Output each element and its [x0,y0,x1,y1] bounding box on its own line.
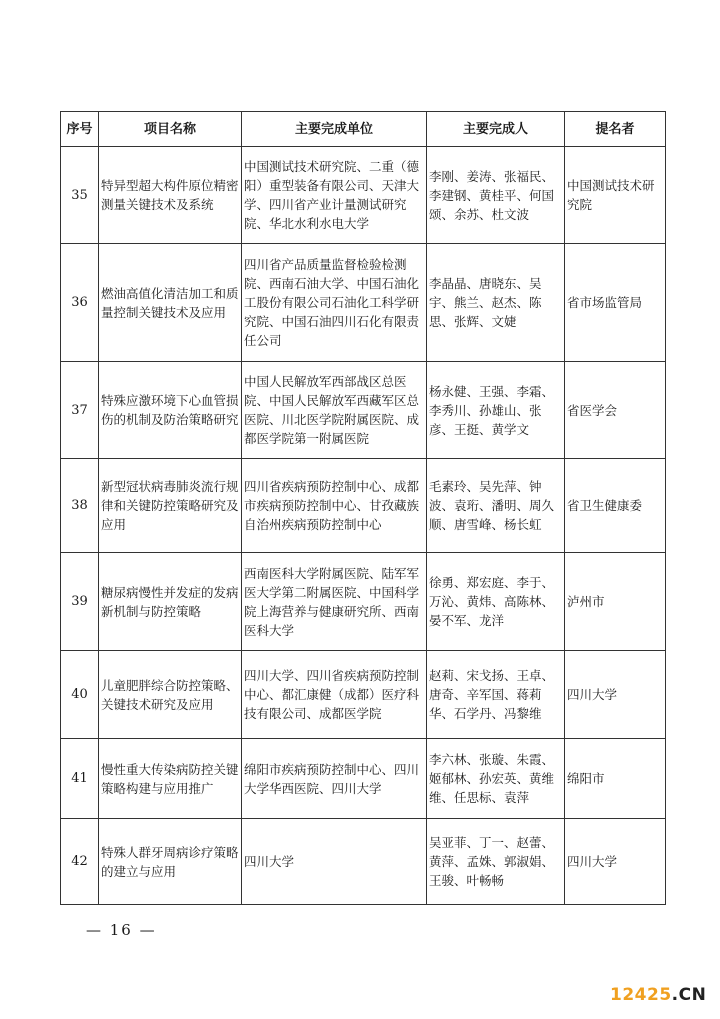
row-nominator: 省医学会 [565,362,666,459]
row-project-name: 糖尿病慢性并发症的发病新机制与防控策略 [99,553,242,651]
table-row [61,819,666,905]
row-units: 四川大学 [242,819,427,905]
row-num: 39 [61,553,99,651]
row-nominator: 中国测试技术研究院 [565,147,666,244]
row-project-name: 新型冠状病毒肺炎流行规律和关键防控策略研究及应用 [99,459,242,553]
row-project-name: 特殊应激环境下心血管损伤的机制及防治策略研究 [99,362,242,459]
row-project-name: 燃油高值化清洁加工和质量控制关键技术及应用 [99,244,242,362]
table-row [61,244,666,362]
header-units: 主要完成单位 [242,112,427,147]
row-project-name: 特殊人群牙周病诊疗策略的建立与应用 [99,819,242,905]
row-num: 38 [61,459,99,553]
header-people: 主要完成人 [427,112,565,147]
row-num: 36 [61,244,99,362]
row-units: 四川省疾病预防控制中心、成都市疾病预防控制中心、甘孜藏族自治州疾病预防控制中心 [242,459,427,553]
row-num: 35 [61,147,99,244]
watermark-tld: CN [678,985,707,1005]
row-people: 李六林、张璇、朱霞、姬郁林、孙宏英、黄维维、任思标、袁萍 [427,739,565,819]
table-row [61,739,666,819]
row-units: 中国测试技术研究院、二重（德阳）重型装备有限公司、天津大学、四川省产业计量测试研究院、华北水利水电大学 [242,147,427,244]
row-nominator: 四川大学 [565,651,666,739]
row-units: 四川省产品质量监督检验检测院、西南石油大学、中国石油化工股份有限公司石油化工科学研究院、中国石油四川石化有限责任公司 [242,244,427,362]
row-project-name: 特异型超大构件原位精密测量关键技术及系统 [99,147,242,244]
row-units: 绵阳市疾病预防控制中心、四川大学华西医院、四川大学 [242,739,427,819]
table-row [61,459,666,553]
row-units: 中国人民解放军西部战区总医院、中国人民解放军西藏军区总医院、川北医学院附属医院、成都医学院第一附属医院 [242,362,427,459]
header-num: 序号 [61,112,99,147]
row-people: 徐勇、郑宏庭、李于、万沁、黄炜、高陈林、晏不军、龙洋 [427,553,565,651]
row-units: 四川大学、四川省疾病预防控制中心、都汇康健（成都）医疗科技有限公司、成都医学院 [242,651,427,739]
table-row [61,147,666,244]
row-people: 杨永健、王强、李霜、李秀川、孙雄山、张彦、王挺、黄学文 [427,362,565,459]
row-num: 37 [61,362,99,459]
row-units: 西南医科大学附属医院、陆军军医大学第二附属医院、中国科学院上海营养与健康研究所、西南医科大学 [242,553,427,651]
header-nominator: 提名者 [565,112,666,147]
table-row [61,651,666,739]
row-nominator: 四川大学 [565,819,666,905]
page-number: — 16 — [86,921,157,939]
row-num: 42 [61,819,99,905]
row-project-name: 儿童肥胖综合防控策略、关键技术研究及应用 [99,651,242,739]
row-people: 李晶晶、唐晓东、吴宇、熊兰、赵杰、陈思、张辉、文婕 [427,244,565,362]
row-people: 李刚、姜涛、张福民、李建钢、黄桂平、何国颂、余苏、杜文波 [427,147,565,244]
row-nominator: 省卫生健康委 [565,459,666,553]
row-people: 毛素玲、吴先萍、钟波、袁珩、潘明、周久顺、唐雪峰、杨长虹 [427,459,565,553]
row-project-name: 慢性重大传染病防控关键策略构建与应用推广 [99,739,242,819]
table-header-row [61,112,666,147]
site-watermark [610,985,706,1005]
row-nominator: 泸州市 [565,553,666,651]
row-num: 40 [61,651,99,739]
awards-table [60,111,666,905]
table-row [61,362,666,459]
row-people: 赵莉、宋戈扬、王卓、唐奇、辛军国、蒋莉华、石学丹、冯黎维 [427,651,565,739]
header-project-name: 项目名称 [99,112,242,147]
watermark-dot: . [671,985,679,1005]
watermark-digits: 12425 [610,985,672,1005]
row-nominator: 省市场监管局 [565,244,666,362]
row-nominator: 绵阳市 [565,739,666,819]
table-row [61,553,666,651]
row-num: 41 [61,739,99,819]
row-people: 吴亚菲、丁一、赵蕾、黄萍、孟姝、郭淑娟、王骏、叶畅畅 [427,819,565,905]
